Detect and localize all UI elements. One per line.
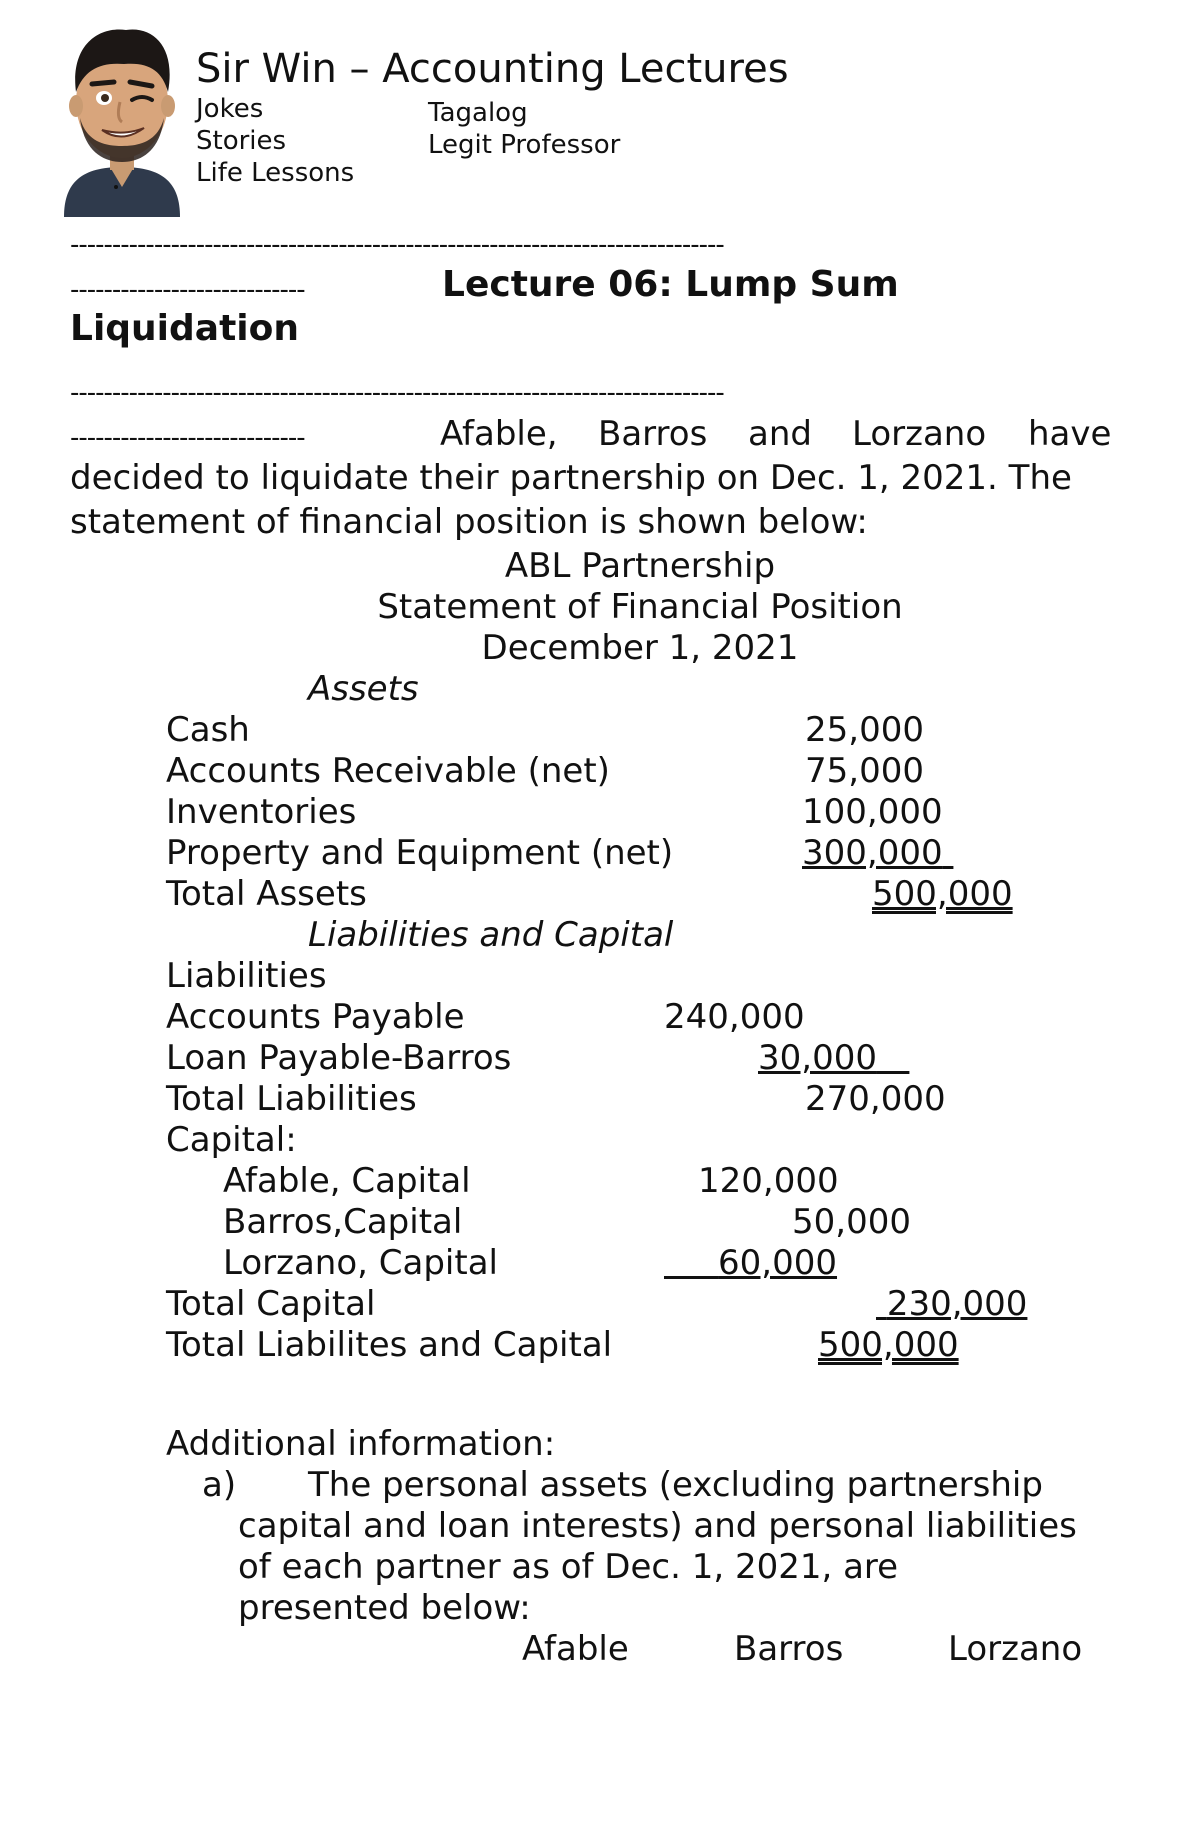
statement-date: December 1, 2021 (481, 628, 799, 668)
column-header-barros: Barros (734, 1629, 844, 1669)
liability-label: Loan Payable-Barros (166, 1038, 512, 1078)
item-line: presented below: (238, 1588, 531, 1628)
intro-word: and (748, 414, 812, 454)
intro-word: have (1028, 414, 1112, 454)
total-liabilities-label: Total Liabilities (166, 1079, 417, 1119)
liabilities-capital-heading: Liabilities and Capital (308, 915, 674, 955)
capital-value: 50,000 (792, 1202, 911, 1242)
divider-title-lead: ---------------------------- (70, 275, 305, 305)
tag-stories: Stories (196, 126, 287, 156)
column-header-afable: Afable (522, 1629, 629, 1669)
total-assets-value: 500,000 (872, 874, 1013, 914)
total-capital-value: 230,000 (886, 1284, 1028, 1324)
tag-legit-professor: Legit Professor (428, 130, 621, 160)
total-lc-label: Total Liabilites and Capital (166, 1325, 613, 1365)
asset-value: 300,000 (802, 833, 943, 873)
total-lc-value: 500,000 (818, 1325, 959, 1365)
total-capital-label: Total Capital (166, 1284, 376, 1324)
capital-label: Lorzano, Capital (223, 1243, 498, 1283)
statement-name: Statement of Financial Position (377, 587, 903, 627)
asset-label: Inventories (166, 792, 357, 832)
additional-heading: Additional information: (166, 1424, 556, 1464)
capital-value: 60,000 (718, 1243, 838, 1283)
intro-line: statement of financial position is shown below: (70, 502, 868, 542)
lecture-title-cont: Liquidation (70, 308, 299, 349)
asset-value: 75,000 (805, 751, 924, 791)
statement-entity: ABL Partnership (504, 546, 776, 586)
lecture-title: Lecture 06: Lump Sum (442, 264, 899, 305)
item-marker: a) (202, 1465, 237, 1505)
intro-line: decided to liquidate their partnership on Dec. 1, 2021. The (70, 458, 1072, 498)
asset-value: 100,000 (802, 792, 943, 832)
liability-value: 240,000 (664, 997, 805, 1037)
page-title: Sir Win – Accounting Lectures (196, 46, 789, 92)
tag-tagalog: Tagalog (428, 98, 528, 128)
item-line: The personal assets (excluding partnership (308, 1465, 1043, 1505)
assets-heading: Assets (308, 669, 419, 709)
item-line: of each partner as of Dec. 1, 2021, are (238, 1547, 899, 1587)
capital-label: Afable, Capital (223, 1161, 471, 1201)
liability-label: Accounts Payable (166, 997, 465, 1037)
item-line: capital and loan interests) and personal liabilities (238, 1506, 1077, 1546)
tag-jokes: Jokes (196, 94, 264, 124)
asset-label: Property and Equipment (net) (166, 833, 674, 873)
asset-label: Cash (166, 710, 250, 750)
divider-bottom: ------------------------------------------------------------------------------ (70, 378, 724, 408)
liabilities-heading: Liabilities (166, 956, 327, 996)
intro-word: Barros (598, 414, 708, 454)
avatar (62, 22, 182, 217)
total-liabilities-value: 270,000 (805, 1079, 946, 1119)
asset-value: 25,000 (805, 710, 924, 750)
total-assets-label: Total Assets (166, 874, 367, 914)
tag-life-lessons: Life Lessons (196, 158, 355, 188)
divider-intro-lead: ---------------------------- (70, 423, 305, 453)
liability-value: 30,000 (758, 1038, 877, 1078)
capital-label: Barros,Capital (223, 1202, 463, 1242)
capital-value: 120,000 (698, 1161, 839, 1201)
capital-heading: Capital: (166, 1120, 297, 1160)
intro-word: Lorzano (852, 414, 987, 454)
divider-top: ------------------------------------------------------------------------------ (70, 230, 724, 260)
column-header-lorzano: Lorzano (948, 1629, 1083, 1669)
intro-word: Afable, (440, 414, 558, 454)
asset-label: Accounts Receivable (net) (166, 751, 610, 791)
